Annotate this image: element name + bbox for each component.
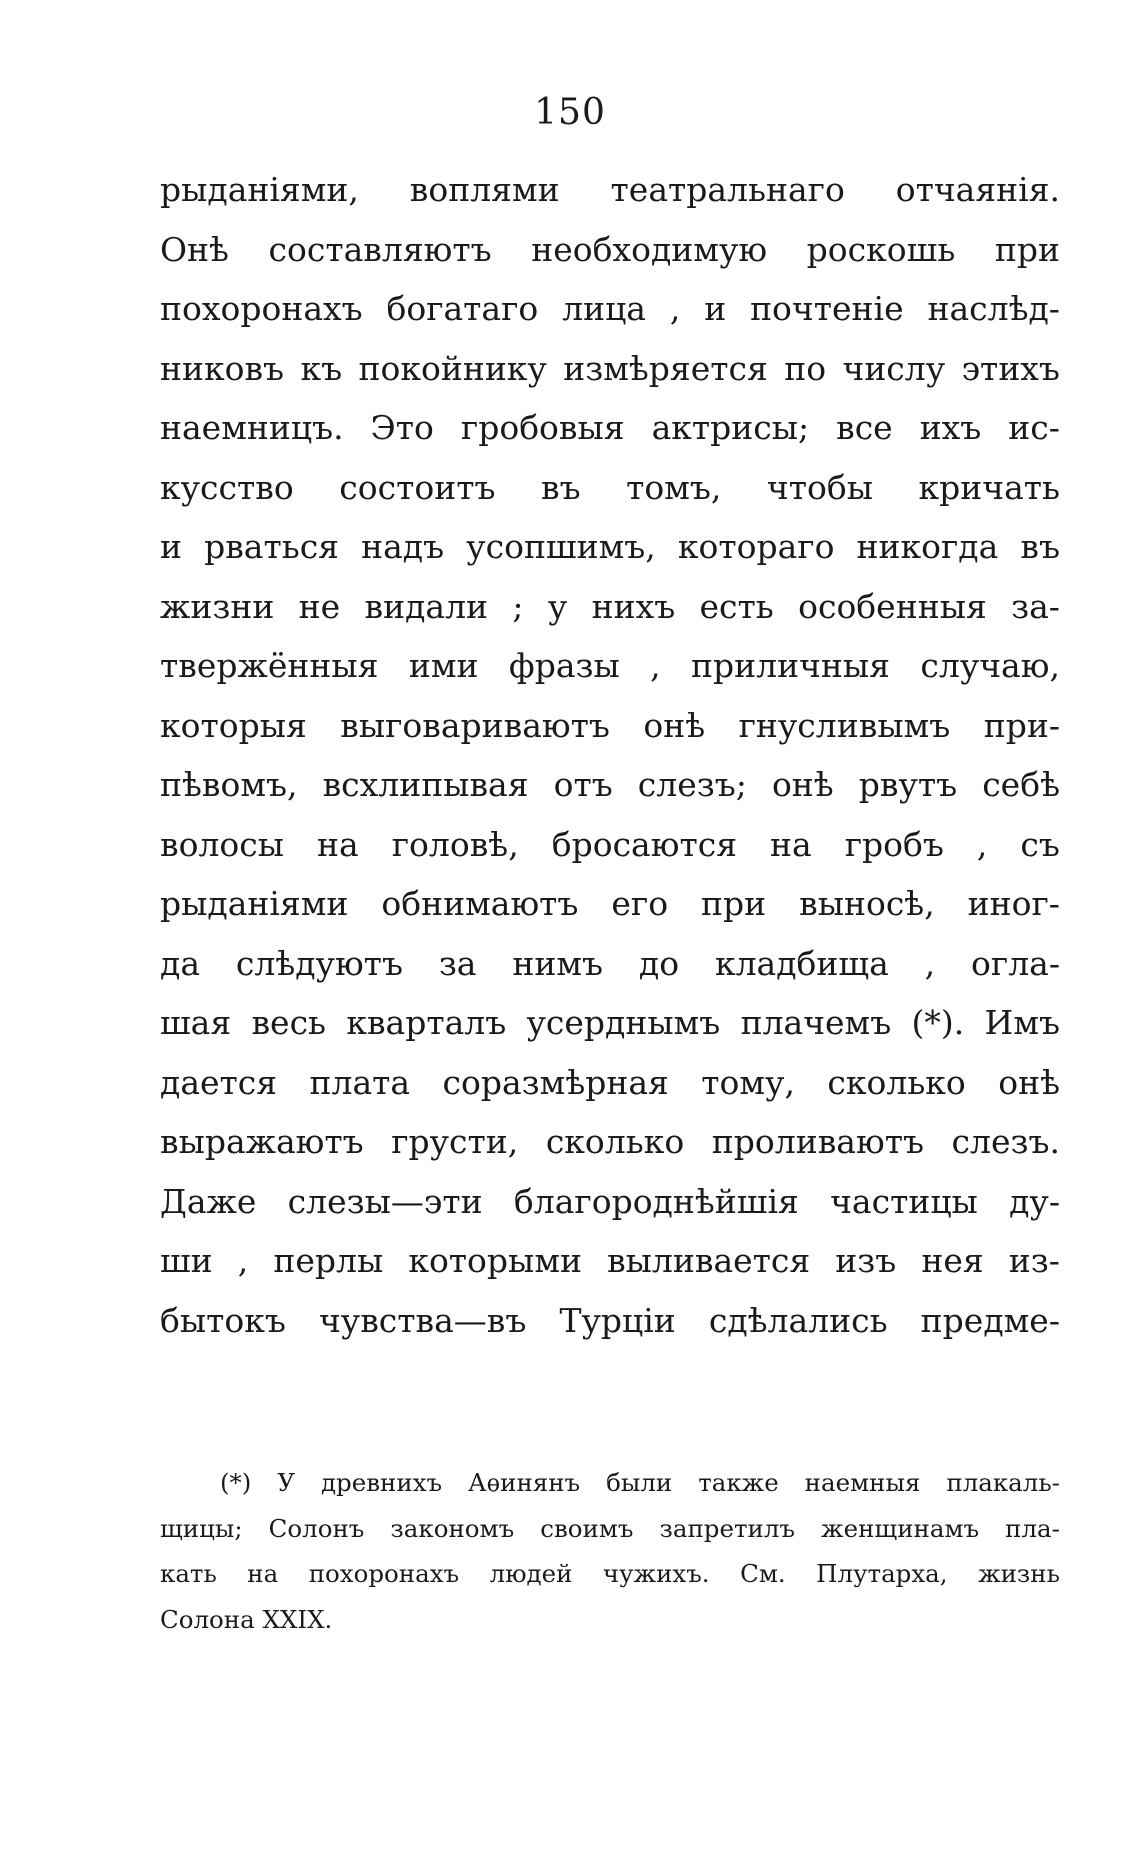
word: также — [698, 1468, 779, 1497]
footnote-line — [160, 1605, 1060, 1651]
word: не — [298, 586, 341, 626]
word: перлы — [273, 1241, 384, 1280]
word: да — [160, 943, 200, 983]
word: по — [784, 348, 827, 388]
word: съ — [1020, 824, 1060, 864]
word: кать — [160, 1559, 217, 1588]
word: богатаго — [386, 289, 539, 328]
text-line — [160, 1182, 1060, 1242]
word: XXIX. — [262, 1604, 333, 1634]
word: выливается — [607, 1241, 811, 1280]
word: У — [277, 1468, 296, 1497]
text-line — [160, 825, 1060, 885]
word: до — [638, 943, 680, 983]
word: актрисы; — [651, 408, 810, 447]
word: грусти, — [391, 1122, 519, 1161]
word: жизни — [160, 586, 275, 626]
word: плата — [309, 1062, 411, 1102]
word: (*) — [220, 1468, 252, 1497]
word: отъ — [553, 765, 613, 804]
word: томъ, — [626, 467, 722, 507]
text-line — [160, 765, 1060, 825]
word: рыданiями, — [160, 170, 359, 209]
word: надъ — [361, 527, 445, 566]
footnote-line — [160, 1559, 1060, 1605]
word: дается — [160, 1062, 278, 1102]
word: наемныя — [804, 1468, 921, 1497]
word: ши — [160, 1241, 213, 1280]
text-line — [160, 408, 1060, 468]
word: слезы—эти — [287, 1181, 483, 1221]
word: соразмѣрная — [442, 1062, 669, 1102]
word: предме- — [920, 1300, 1060, 1340]
word: рыданiями — [160, 884, 349, 923]
footnote — [160, 1468, 1060, 1650]
footnote-line — [160, 1514, 1060, 1560]
word: выносѣ, — [799, 884, 935, 923]
word: рвутъ — [858, 765, 958, 804]
word: выражаютъ — [160, 1122, 364, 1161]
word: составляютъ — [268, 229, 492, 269]
word: сколько — [827, 1062, 966, 1102]
word: кладбища — [714, 943, 889, 983]
word: роскошь — [806, 229, 956, 269]
word: плакаль- — [946, 1468, 1060, 1497]
word: кричать — [918, 467, 1060, 507]
word: на — [770, 824, 812, 864]
word: у — [547, 586, 568, 626]
word: слезъ; — [637, 765, 747, 804]
word: женщинамъ — [821, 1513, 980, 1543]
text-line — [160, 468, 1060, 528]
word: тому, — [701, 1062, 795, 1102]
word: сколько — [545, 1122, 685, 1161]
word: изъ — [835, 1241, 897, 1280]
word: необходимую — [531, 229, 768, 269]
word: гробъ — [844, 824, 944, 864]
word: покойнику — [358, 348, 547, 388]
word: гнусливымъ — [738, 705, 951, 745]
word: выговариваютъ — [340, 705, 610, 745]
word: чувства—въ — [318, 1300, 527, 1340]
word: случаю, — [920, 646, 1060, 685]
word: ихъ — [919, 408, 982, 447]
text-line — [160, 1063, 1060, 1123]
word: на — [317, 824, 359, 864]
word: видали — [364, 586, 489, 626]
text-line — [160, 1003, 1060, 1063]
word: театральнаго — [610, 170, 845, 209]
word: волосы — [160, 824, 285, 864]
word: воплями — [409, 170, 560, 209]
word: котораго — [677, 527, 835, 566]
word: почтенiе — [750, 289, 904, 328]
word: Солона — [160, 1604, 255, 1634]
word: См. — [740, 1559, 786, 1588]
word: , — [650, 646, 661, 685]
word: при- — [983, 705, 1060, 745]
word: состоитъ — [339, 467, 496, 507]
word: благороднѣйшiя — [513, 1181, 799, 1221]
word: рваться — [204, 527, 339, 566]
footnote-line — [160, 1468, 1060, 1514]
word: кусство — [160, 467, 294, 507]
word: нихъ — [591, 586, 676, 626]
word: на — [247, 1559, 279, 1588]
word: усопшимъ, — [466, 527, 656, 566]
text-line — [160, 170, 1060, 230]
text-line — [160, 349, 1060, 409]
body-text — [160, 170, 1060, 1360]
text-line — [160, 706, 1060, 766]
word: при — [701, 884, 767, 923]
word: , — [976, 824, 988, 864]
word: ис- — [1008, 408, 1060, 447]
word: Аѳинянъ — [468, 1468, 581, 1497]
text-line — [160, 1241, 1060, 1301]
word: нимъ — [512, 943, 604, 983]
word: проливаютъ — [711, 1122, 924, 1161]
word: похоронахъ — [160, 289, 363, 328]
word: слѣдуютъ — [235, 943, 403, 983]
word: обнимаютъ — [381, 884, 579, 923]
word: чтобы — [766, 467, 873, 507]
text-line — [160, 944, 1060, 1004]
word: , — [924, 943, 936, 983]
word: онѣ — [771, 765, 834, 804]
word: плачемъ — [740, 1003, 892, 1042]
word: ду- — [1009, 1181, 1060, 1221]
word: бытокъ — [160, 1300, 286, 1340]
word: пла- — [1005, 1513, 1060, 1543]
word: были — [606, 1468, 673, 1497]
word: ; — [512, 586, 524, 626]
word: похоронахъ — [308, 1559, 460, 1588]
text-line — [160, 230, 1060, 290]
word: древнихъ — [320, 1468, 443, 1497]
word: лица — [562, 289, 646, 328]
word: (*). — [911, 1003, 965, 1042]
word: Даже — [160, 1181, 257, 1221]
word: Имъ — [984, 1003, 1060, 1042]
text-line — [160, 587, 1060, 647]
word: Турцiи — [559, 1300, 676, 1340]
word: , — [669, 289, 681, 328]
text-line — [160, 884, 1060, 944]
word: частицы — [830, 1181, 978, 1221]
text-line — [160, 289, 1060, 349]
word: въ — [1020, 527, 1060, 566]
word: нея — [921, 1241, 984, 1280]
word: Плутарха, — [816, 1559, 948, 1588]
word: въ — [540, 467, 581, 507]
word: особенныя — [798, 586, 987, 626]
word: все — [836, 408, 893, 447]
word: ими — [408, 646, 479, 685]
word: из- — [1008, 1241, 1060, 1280]
text-line — [160, 527, 1060, 587]
text-line — [160, 1122, 1060, 1182]
word: сдѣлались — [708, 1300, 888, 1340]
word: къ — [300, 348, 343, 388]
word: за- — [1011, 586, 1060, 626]
word: , — [237, 1241, 249, 1280]
word: за — [438, 943, 477, 983]
word: этихъ — [961, 348, 1060, 388]
word: запретилъ — [659, 1513, 796, 1543]
word: твержённыя — [160, 646, 379, 685]
word: шая — [160, 1003, 232, 1042]
word: онѣ — [643, 705, 706, 745]
word: которыми — [408, 1241, 582, 1280]
word: себѣ — [982, 765, 1060, 804]
word: щицы; — [160, 1513, 243, 1543]
word: и — [704, 289, 727, 328]
word: и — [160, 527, 182, 566]
word: иног- — [967, 884, 1060, 923]
word: числу — [842, 348, 946, 388]
word: Онѣ — [160, 229, 229, 269]
word: кварталъ — [346, 1003, 507, 1042]
word: гробовыя — [460, 408, 625, 447]
word: чужихъ. — [602, 1559, 710, 1588]
word: которыя — [160, 705, 307, 745]
page-number: 150 — [534, 92, 606, 133]
word: измѣряется — [563, 348, 768, 388]
word: жизнь — [978, 1559, 1060, 1588]
word: головѣ, — [391, 824, 519, 864]
text-line — [160, 1301, 1060, 1361]
text-line — [160, 646, 1060, 706]
word: пѣвомъ, — [160, 765, 298, 804]
word: закономъ — [390, 1513, 515, 1543]
word: Солонъ — [268, 1513, 365, 1543]
word: весь — [251, 1003, 327, 1042]
word: Это — [370, 408, 434, 447]
word: отчаянiя. — [895, 170, 1060, 209]
word: наемницъ. — [160, 408, 344, 447]
word: людей — [489, 1559, 573, 1588]
word: своимъ — [540, 1513, 634, 1543]
word: онѣ — [998, 1062, 1060, 1102]
word: огла- — [971, 943, 1060, 983]
word: никогда — [856, 527, 999, 566]
word: фразы — [508, 646, 620, 685]
word: наслѣд- — [927, 289, 1060, 328]
word: его — [611, 884, 669, 923]
word: слезъ. — [951, 1122, 1060, 1161]
word: при — [994, 229, 1060, 269]
word: никовъ — [160, 348, 285, 388]
word: всхлипывая — [322, 765, 529, 804]
word: бросаются — [551, 824, 738, 864]
word: усерднымъ — [526, 1003, 721, 1042]
word: приличныя — [691, 646, 890, 685]
word: есть — [699, 586, 774, 626]
